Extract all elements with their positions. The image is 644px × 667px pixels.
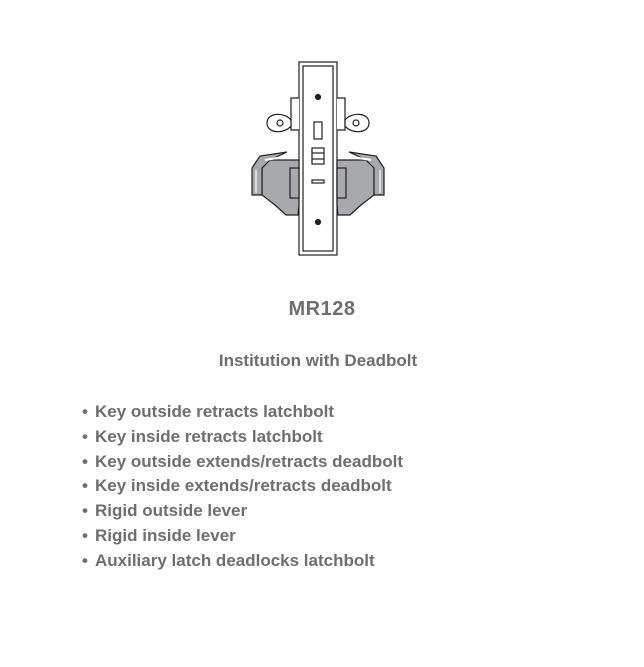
feature-text: Rigid inside lever [95,525,236,545]
faceplate-screw-bottom [316,220,321,225]
feature-text: Key inside retracts latchbolt [95,426,323,446]
feature-list [82,400,403,574]
feature-item [82,425,403,450]
feature-item [82,549,403,574]
feature-text: Auxiliary latch deadlocks latchbolt [95,550,375,570]
bullet-icon: • [82,501,88,521]
bullet-icon: • [82,476,88,496]
model-number: MR128 [288,298,356,320]
latchbolt-opening [312,148,324,164]
feature-item [82,450,403,475]
feature-item [82,400,403,425]
bullet-icon: • [82,550,88,570]
faceplate-screw-top [316,95,321,100]
function-title: Institution with Deadbolt [218,351,418,370]
feature-item [82,499,403,524]
bullet-icon: • [82,402,88,421]
mortise-lock-diagram-icon [0,0,644,280]
auxiliary-latch-opening [312,180,324,183]
feature-text: Key outside extends/retracts deadbolt [95,451,403,471]
feature-text: Key outside retracts latchbolt [95,402,335,421]
feature-text: Key inside extends/retracts deadbolt [95,476,392,496]
feature-item [82,524,403,549]
feature-text: Rigid outside lever [95,501,248,521]
outside-key-cylinder [267,114,291,131]
feature-item [82,474,403,499]
inside-key-cylinder [345,114,369,131]
bullet-icon: • [82,426,88,446]
bullet-icon: • [82,525,88,545]
deadbolt-opening [314,122,322,139]
bullet-icon: • [82,451,88,471]
